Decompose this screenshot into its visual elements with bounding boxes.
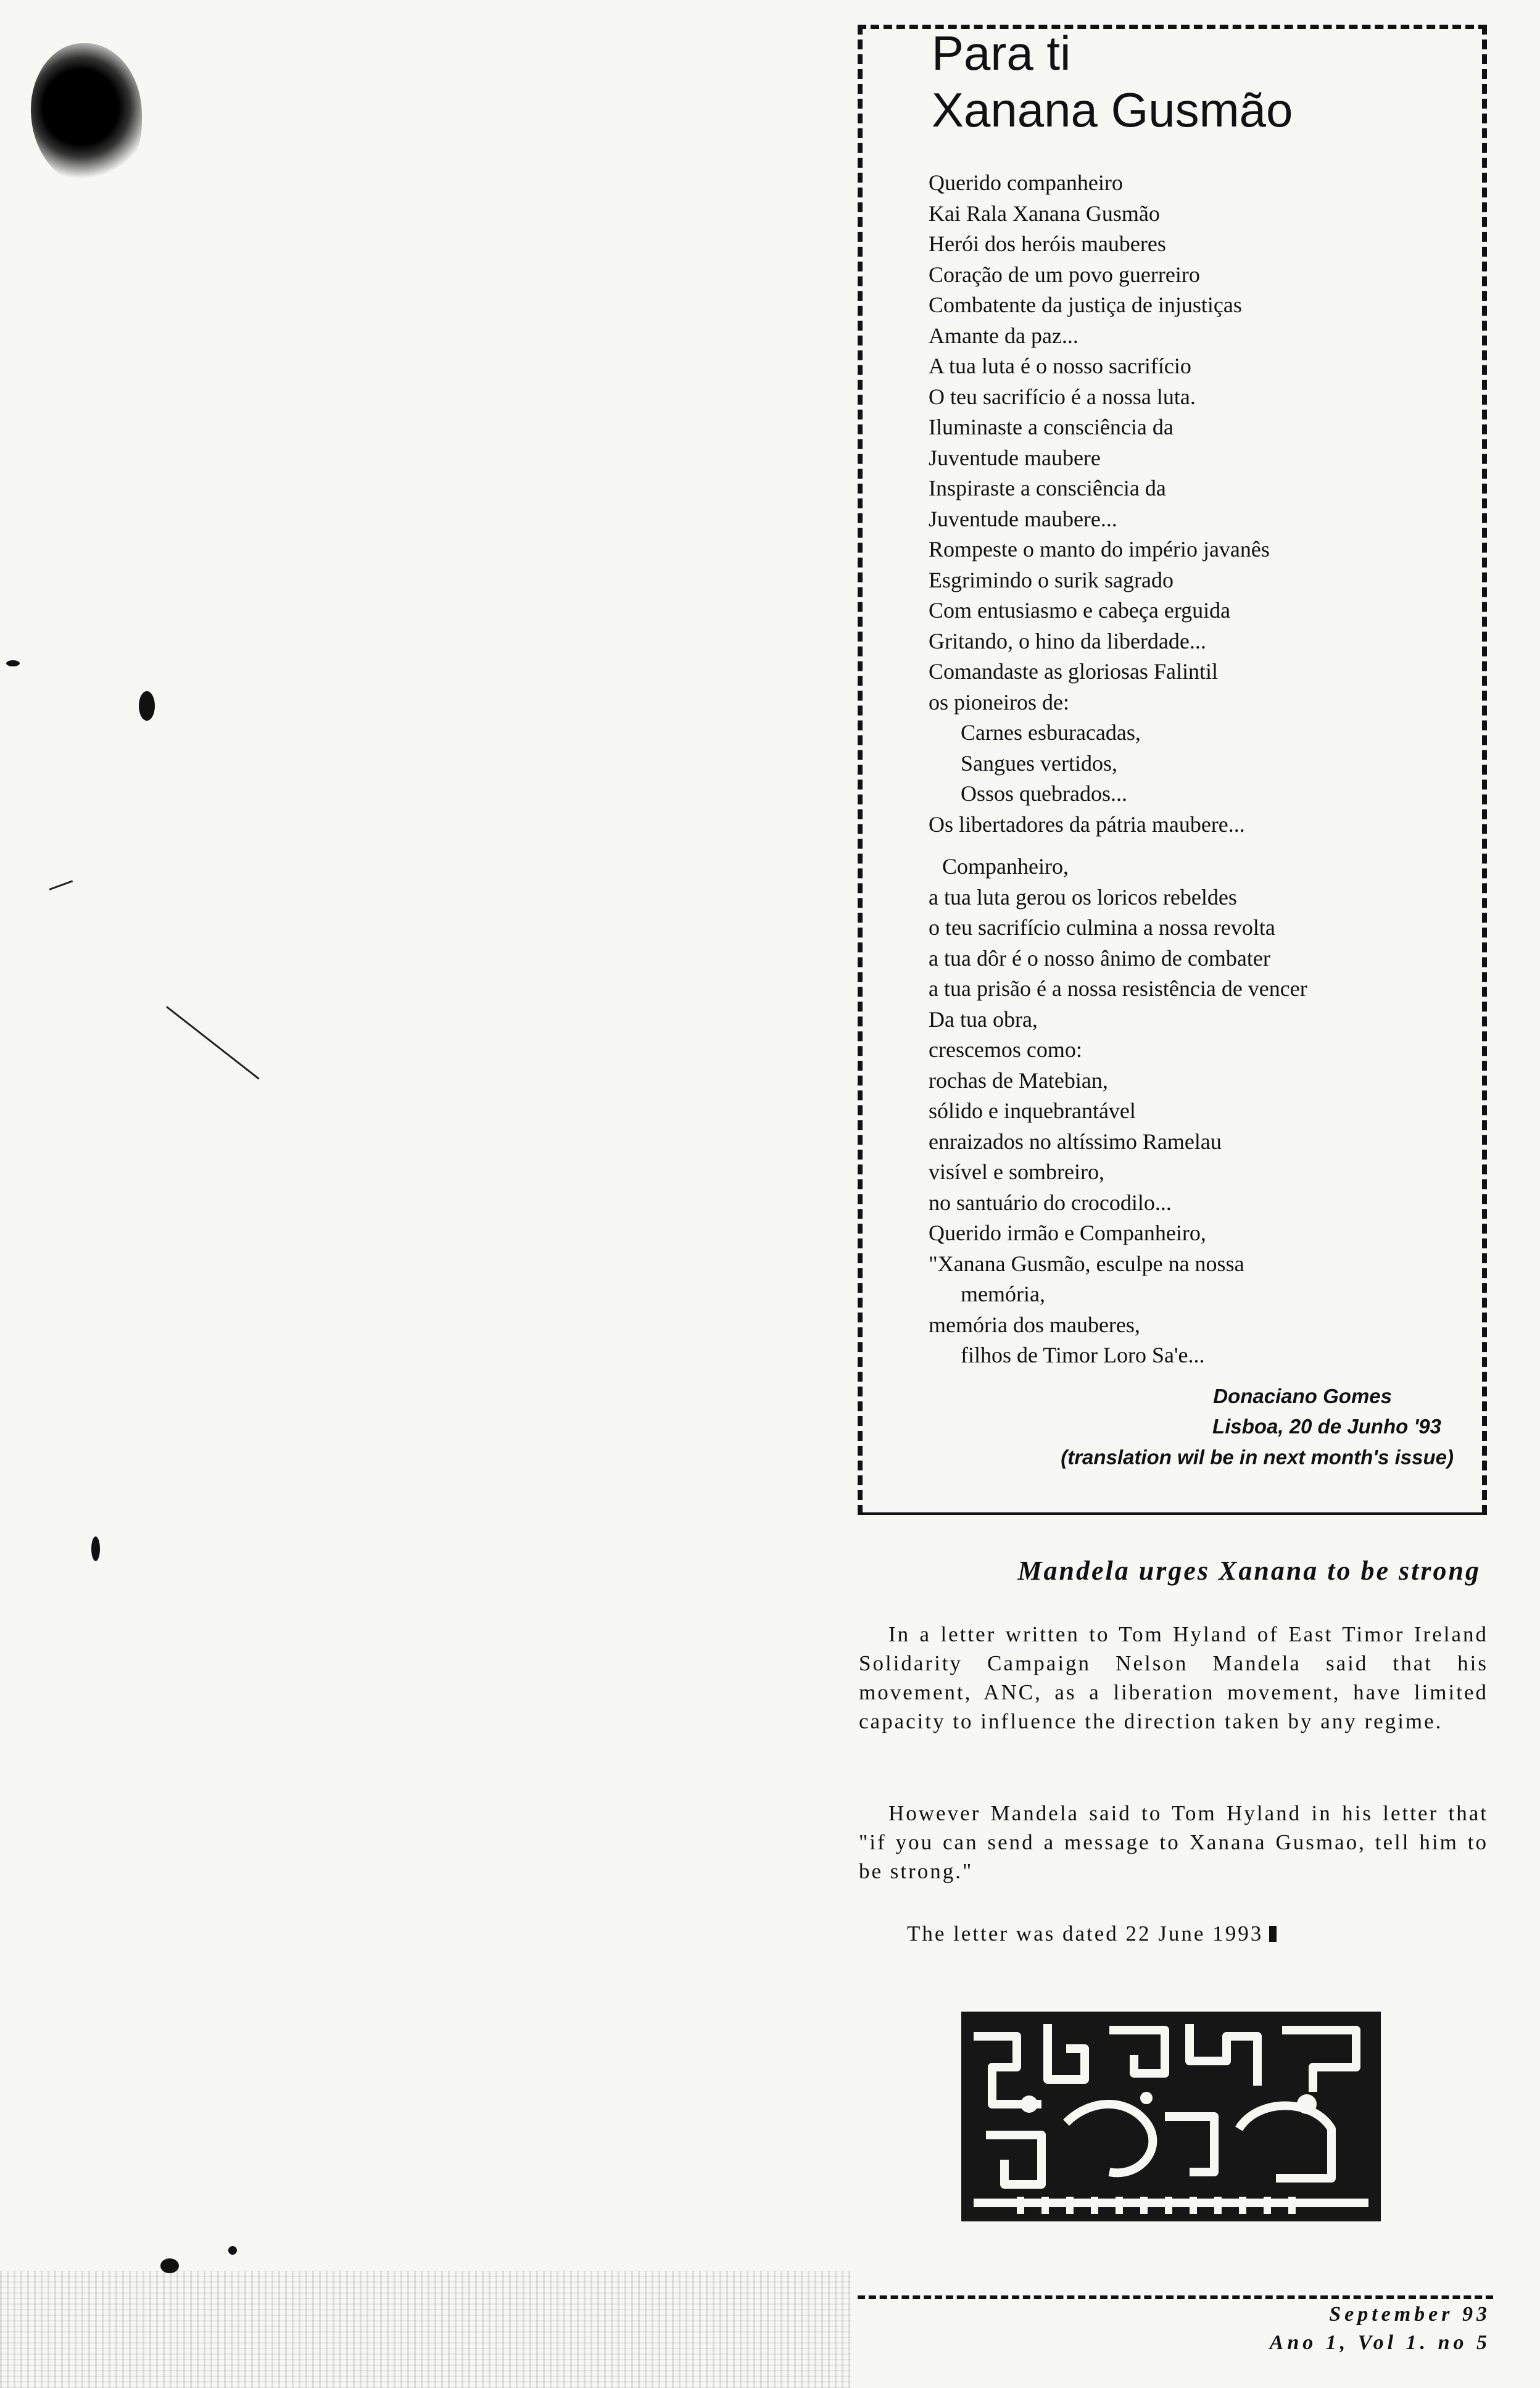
poem-line: Com entusiasmo e cabeça erguida <box>929 598 1231 623</box>
poem-line: Inspiraste a consciência da <box>929 476 1166 500</box>
photocopy-streak <box>166 1006 260 1079</box>
poem-line: Combatente da justiça de injustiças <box>929 292 1242 317</box>
photocopy-blot <box>31 43 142 185</box>
article-paragraph: The letter was dated 22 June 1993 <box>907 1922 1264 1946</box>
poem-line: memória dos mauberes, <box>929 1312 1140 1337</box>
photocopy-speck <box>228 2246 237 2255</box>
poem-line: sólido e inquebrantável <box>929 1098 1136 1123</box>
poem-title-line: Para ti <box>932 26 1071 80</box>
footer-rule <box>858 2295 1493 2299</box>
article-title: Mandela urges Xanana to be strong <box>1017 1556 1481 1586</box>
photocopy-speck <box>91 1536 100 1561</box>
poem-line: Gritando, o hino da liberdade... <box>929 628 1206 653</box>
poem-line: Iluminaste a consciência da <box>929 415 1174 439</box>
poem-line: crescemos como: <box>929 1037 1082 1062</box>
decorative-motif-image <box>961 2012 1381 2221</box>
poem-stanza-2 <box>929 852 1484 1371</box>
article-paragraph: However Mandela said to Tom Hyland in his letter that "if you can send a message to Xanana Gusmao, tell him to be strong." <box>859 1801 1488 1883</box>
poem-line: a tua prisão é a nossa resistência de vencer <box>929 976 1307 1001</box>
poem-line: Juventude maubere... <box>929 506 1117 531</box>
poem-author: Donaciano Gomes <box>1213 1385 1392 1408</box>
translation-note: (translation wil be in next month's issue) <box>1061 1446 1454 1469</box>
poem-line: o teu sacrifício culmina a nossa revolta <box>929 915 1275 940</box>
photocopy-speck <box>6 660 20 666</box>
poem-line: Kai Rala Xanana Gusmão <box>929 201 1160 226</box>
poem-line: no santuário do crocodilo... <box>929 1190 1172 1215</box>
issue-info <box>1120 2300 1491 2357</box>
article-paragraph: In a letter written to Tom Hyland of East Timor Ireland Solidarity Campaign Nelson Mandela said that his movement, ANC, as a liberation movement, have limited capacity to influence the direction taken by any regime. <box>859 1622 1488 1733</box>
photocopy-grain <box>0 2271 851 2388</box>
poem-title-line: Xanana Gusmão <box>932 83 1293 137</box>
article-paragraph-closing <box>859 1919 1488 1948</box>
poem-line: O teu sacrifício é a nossa luta. <box>929 384 1196 409</box>
poem-line: Comandaste as gloriosas Falintil <box>929 659 1218 684</box>
poem-line: Ossos quebrados... <box>961 781 1127 806</box>
poem-line: Sangues vertidos, <box>961 750 1117 776</box>
poem-line: a tua luta gerou os loricos rebeldes <box>929 884 1237 910</box>
poem-line: Herói dos heróis mauberes <box>929 231 1166 256</box>
poem-line: Esgrimindo o surik sagrado <box>929 567 1174 592</box>
poem-line: A tua luta é o nosso sacrifício <box>929 354 1191 378</box>
photocopy-streak <box>49 880 73 890</box>
poem-line: a tua dôr é o nosso ânimo de combater <box>929 945 1270 971</box>
poem-place-date: Lisboa, 20 de Junho '93 <box>1212 1415 1441 1438</box>
poem-line: Rompeste o manto do império javanês <box>929 537 1270 562</box>
issue-volume: Ano 1, Vol 1. no 5 <box>1269 2331 1491 2354</box>
poem-line: "Xanana Gusmão, esculpe na nossa <box>929 1251 1244 1276</box>
end-mark-icon <box>1269 1926 1277 1942</box>
poem-line: Amante da paz... <box>929 323 1078 348</box>
poem-line: Coração de um povo guerreiro <box>929 262 1200 287</box>
poem-line: Querido companheiro <box>929 170 1123 195</box>
poem-line: os pioneiros de: <box>929 689 1069 715</box>
photocopy-speck <box>139 691 155 721</box>
poem-line: enraizados no altíssimo Ramelau <box>929 1129 1222 1154</box>
poem-line: Os libertadores da pátria maubere... <box>929 811 1245 837</box>
poem-line: Querido irmão e Companheiro, <box>929 1221 1206 1245</box>
poem-line: Carnes esburacadas, <box>961 720 1141 745</box>
poem-line: rochas de Matebian, <box>929 1068 1108 1093</box>
poem-stanza-1 <box>929 168 1484 840</box>
issue-month: September 93 <box>1329 2303 1491 2326</box>
poem-line: memória, <box>961 1282 1045 1306</box>
poem-line: Da tua obra, <box>929 1006 1038 1032</box>
poem-line: visível e sombreiro, <box>929 1159 1104 1184</box>
poem-line: Companheiro, <box>942 854 1069 879</box>
poem-title <box>932 25 1462 138</box>
poem-line: Juventude maubere <box>929 445 1101 470</box>
poem-line: filhos de Timor Loro Sa'e... <box>961 1343 1205 1367</box>
